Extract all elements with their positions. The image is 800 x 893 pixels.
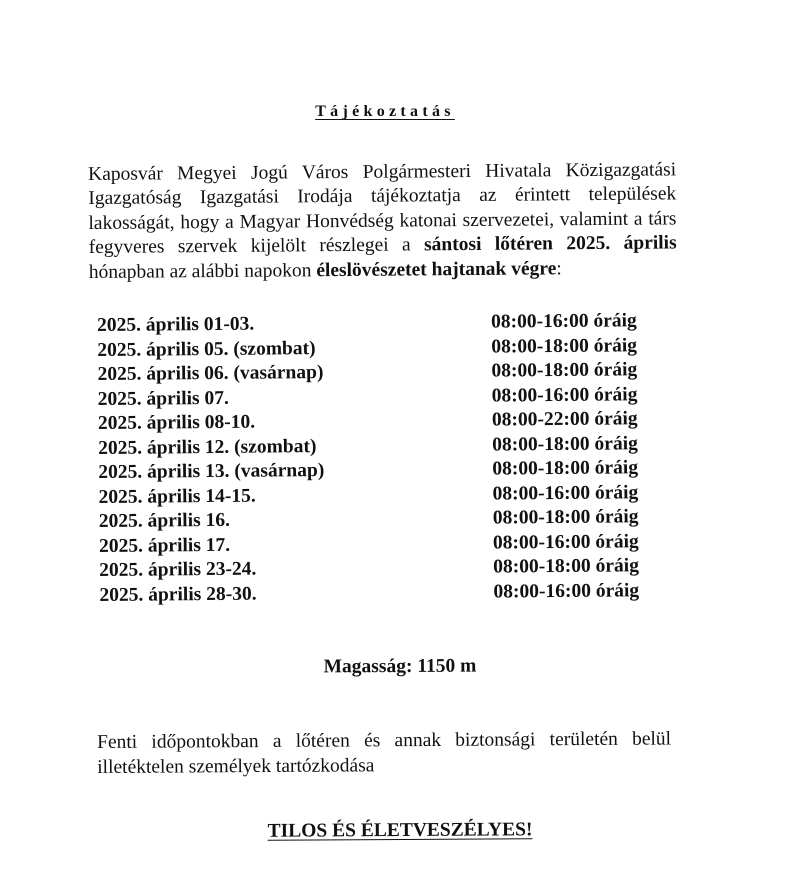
schedule-date: 2025. április 28-30.	[99, 583, 257, 606]
schedule-time: 08:00-16:00 óráig	[490, 310, 637, 333]
intro-text-2: hónapban az alábbi napokon	[88, 259, 317, 283]
schedule-time: 08:00-22:00 óráig	[491, 408, 638, 431]
schedule-date: 2025. április 14-15.	[98, 485, 256, 508]
intro-bold-action: éleslövészetet hajtanak végre	[316, 257, 557, 281]
schedule-time: 08:00-18:00 óráig	[492, 432, 638, 456]
schedule-row	[99, 579, 669, 608]
schedule-time: 08:00-18:00 óráig	[492, 457, 639, 480]
schedule-date: 2025. április 01-03.	[97, 313, 255, 336]
schedule-time: 08:00-16:00 óráig	[491, 383, 638, 407]
final-warning	[0, 818, 800, 844]
schedule-date: 2025. április 12. (szombat)	[98, 435, 317, 459]
schedule-time: 08:00-18:00 óráig	[493, 555, 639, 578]
schedule-date: 2025. április 17.	[98, 534, 231, 557]
schedule-date: 2025. április 05. (szombat)	[97, 337, 316, 361]
schedule-date: 2025. április 13. (vasárnap)	[98, 460, 325, 483]
schedule-list	[97, 309, 670, 608]
schedule-date: 2025. április 07.	[97, 387, 229, 410]
schedule-date: 2025. április 06. (vasárnap)	[97, 362, 324, 385]
warning-paragraph: Fenti időpontokban a lőtéren és annak biztonsági területén belül illetéktelen személyek tartózkodása	[97, 728, 672, 778]
schedule-date: 2025. április 08-10.	[97, 411, 256, 434]
document-title: Tájékoztatás	[315, 103, 455, 120]
schedule-time: 08:00-16:00 óráig	[492, 481, 639, 505]
schedule-time: 08:00-16:00 óráig	[492, 530, 639, 554]
schedule-time: 08:00-18:00 óráig	[491, 359, 638, 382]
schedule-date: 2025. április 16.	[98, 509, 230, 532]
schedule-date: 2025. április 23-24.	[99, 558, 257, 581]
altitude-line: Magasság: 1150 m	[323, 655, 477, 678]
intro-text-3: :	[556, 257, 562, 279]
intro-text-1: Kaposvár Megyei Jogú Város Polgármesteri Hivatala Közigazgatási Igazgatóság Igazgatási Irodája tájékoztatja az érintett települések lakosságát, hogy a Magyar Honvédség katonai szervezetei, valamint a társ fegyveres szervek kijelölt részlegei a	[88, 159, 677, 259]
intro-bold-location: sántosi lőtéren 2025. április	[423, 232, 677, 256]
schedule-time: 08:00-16:00 óráig	[493, 579, 640, 603]
schedule-time: 08:00-18:00 óráig	[491, 334, 638, 358]
intro-paragraph	[88, 158, 677, 285]
final-warning-text: TILOS ÉS ÉLETVESZÉLYES!	[267, 819, 533, 842]
schedule-time: 08:00-18:00 óráig	[492, 506, 639, 529]
